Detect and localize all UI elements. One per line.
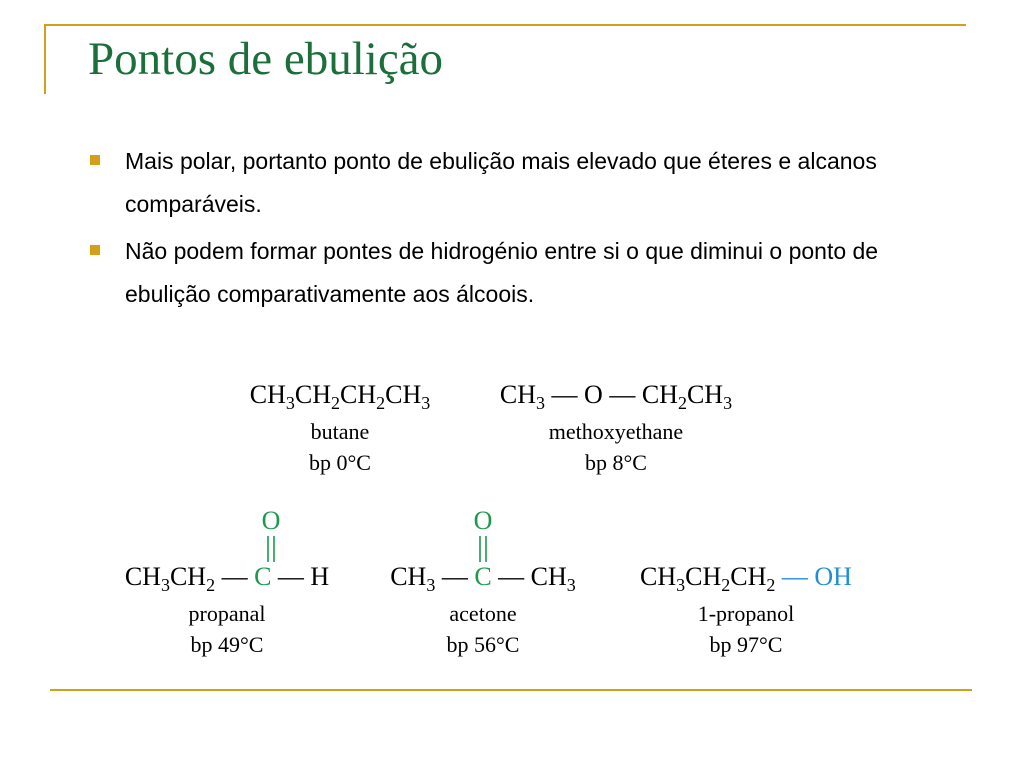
bullet-text: Mais polar, portanto ponto de ebulição mais elevado que éteres e alcanos comparáveis. xyxy=(125,148,877,217)
compound-formula xyxy=(125,562,330,595)
formula-segment: CH xyxy=(640,562,677,591)
formula-segment: — xyxy=(435,562,475,591)
compound-bp: bp 8°C xyxy=(585,450,647,475)
compound-bp: bp 97°C xyxy=(709,632,783,657)
compound-methoxyethane xyxy=(500,380,732,475)
compound-1-propanol xyxy=(640,562,852,657)
compound-bp: bp 49°C xyxy=(190,632,264,657)
formula-segment: — xyxy=(775,562,815,591)
formula-segment: CH xyxy=(499,380,537,409)
compound-acetone xyxy=(390,506,576,657)
formula-subscript: 3 xyxy=(566,575,576,595)
compound-name: methoxyethane xyxy=(548,419,684,444)
formula-segment: OH xyxy=(814,562,852,591)
formula-segment: CH xyxy=(340,380,377,409)
bullet-text: Não podem formar pontes de hidrogénio entre si o que diminui o ponto de ebulição comparativamente aos álcoois. xyxy=(125,238,879,307)
formula-subscript: 2 xyxy=(677,393,687,413)
compound-formula xyxy=(390,562,576,595)
formula-segment: — xyxy=(491,562,531,591)
compound-bp: bp 0°C xyxy=(309,450,371,475)
formula-segment: CH xyxy=(294,380,331,409)
formula-subscript: 3 xyxy=(536,393,546,413)
compound-name: acetone xyxy=(449,601,517,626)
compound-formula xyxy=(250,380,431,413)
formula-segment: C xyxy=(474,562,492,591)
formula-subscript: 3 xyxy=(160,575,170,595)
compound-propanal xyxy=(125,506,330,657)
formula-subscript: 2 xyxy=(206,575,216,595)
formula-segment: CH xyxy=(686,380,724,409)
formula-segment: CH xyxy=(390,562,427,591)
formula-subscript: 3 xyxy=(426,575,436,595)
formula-segment: — H xyxy=(271,562,330,591)
formula-subscript: 3 xyxy=(285,393,295,413)
formula-segment: CH xyxy=(730,562,767,591)
formula-segment: CH xyxy=(385,380,422,409)
formula-subscript: 2 xyxy=(331,393,340,413)
formula-segment: CH xyxy=(169,562,207,591)
compound-butane xyxy=(250,380,431,475)
carbonyl-oxygen: O xyxy=(473,506,493,535)
formula-segment: CH xyxy=(685,562,722,591)
formula-segment: — xyxy=(215,562,255,591)
formula-segment: — O — xyxy=(545,380,642,409)
compound-formula xyxy=(640,562,852,595)
formula-segment: CH xyxy=(124,562,161,591)
carbonyl-oxygen: O xyxy=(261,506,281,535)
compound-name: propanal xyxy=(188,601,266,626)
compound-formula xyxy=(500,380,732,413)
formula-subscript: 2 xyxy=(766,575,776,595)
formula-subscript: 3 xyxy=(421,393,431,413)
formula-subscript: 3 xyxy=(676,575,686,595)
formula-segment: CH xyxy=(530,562,567,591)
formula-subscript: 2 xyxy=(721,575,731,595)
formula-subscript: 2 xyxy=(376,393,386,413)
compound-bp: bp 56°C xyxy=(446,632,520,657)
slide-title: Pontos de ebulição xyxy=(88,33,444,85)
compound-name: butane xyxy=(310,419,370,444)
formula-segment: CH xyxy=(249,380,286,409)
compound-name: 1-propanol xyxy=(697,601,795,626)
formula-subscript: 3 xyxy=(723,393,733,413)
formula-segment: CH xyxy=(641,380,678,409)
formula-segment: C xyxy=(254,562,272,591)
